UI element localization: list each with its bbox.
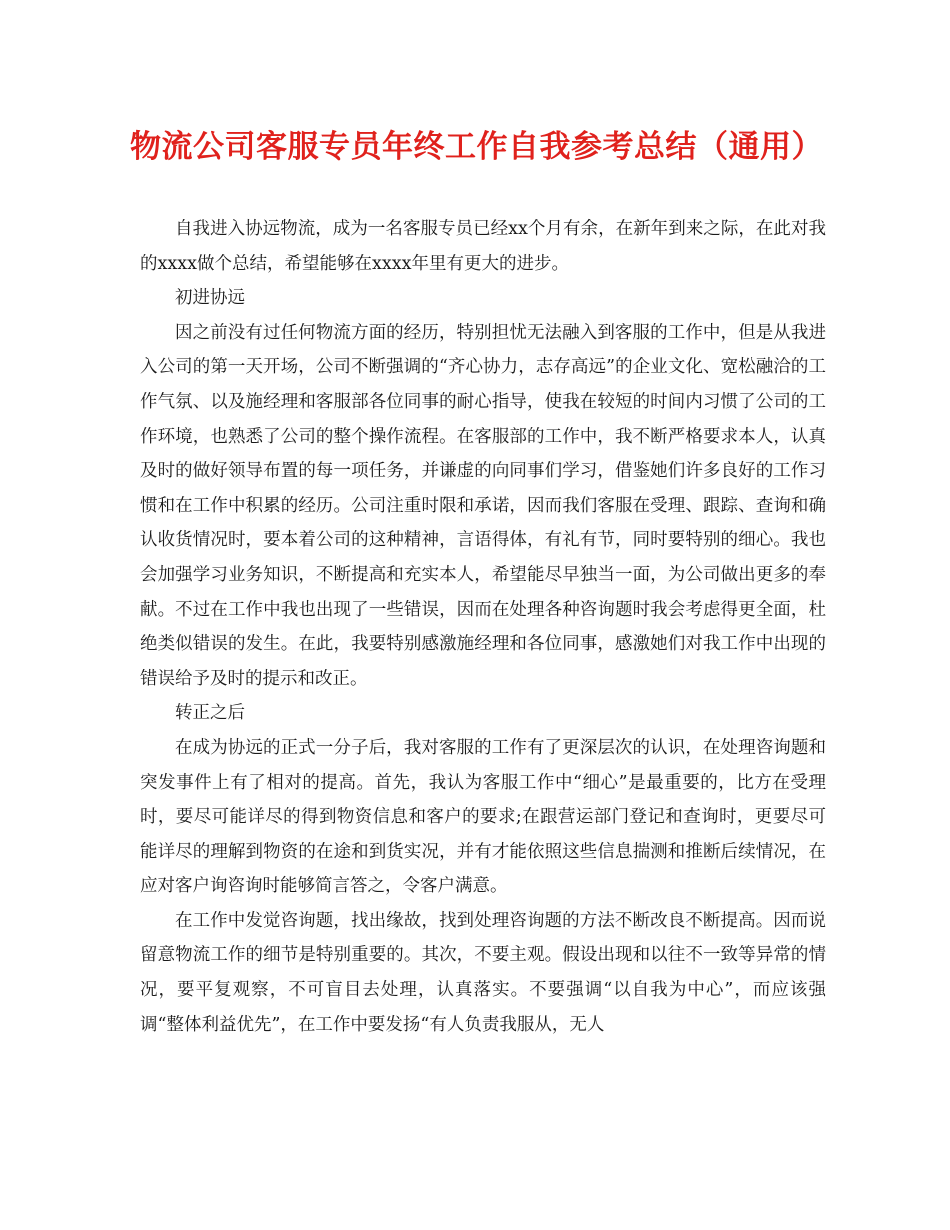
paragraph-1: 因之前没有过任何物流方面的经历，特别担忧无法融入到客服的工作中，但是从我进入公司的第一天开场，公司不断强调的“齐心协力，志存高远”的企业文化、宽松融洽的工作气氛、以及施经理和客服部各位同事的耐心指导，使我在较短的时间内习惯了公司的工作环境，也熟悉了公司的整个操作流程。在客服部的工作中，我不断严格要求本人，认真及时的做好领导布置的每一项任务，并谦虚的向同事们学习，借鉴她们许多良好的工作习惯和在工作中积累的经历。公司注重时限和承诺，因而我们客服在受理、跟踪、查询和确认收货情况时，要本着公司的这种精神，言语得体，有礼有节，同时要特别的细心。我也会加强学习业务知识，不断提高和充实本人，希望能尽早独当一面，为公司做出更多的奉献。不过在工作中我也出现了一些错误，因而在处理各种咨询题时我会考虑得更全面，杜绝类似错误的发生。在此，我要特别感激施经理和各位同事，感激她们对我工作中出现的错误给予及时的提示和改正。	[140, 322, 826, 689]
paragraph-intro: 自我进入协远物流，成为一名客服专员已经xx个月有余，在新年到来之际，在此对我的xxxx做个总结，希望能够在xxxx年里有更大的进步。	[140, 219, 826, 274]
paragraph-2: 在成为协远的正式一分子后，我对客服的工作有了更深层次的认识，在处理咨询题和突发事件上有了相对的提高。首先，我认为客服工作中“细心”是最重要的，比方在受理时，要尽可能详尽的得到物资信息和客户的要求;在跟营运部门登记和查询时，更要尽可能详尽的理解到物资的在途和到货实况，并有才能依照这些信息揣测和推断后续情况，在应对客户询咨询时能够简言答之，令客户满意。	[140, 737, 826, 897]
section-heading-2: 转正之后	[175, 703, 245, 724]
document-body	[140, 212, 826, 1042]
document-title: 物流公司客服专员年终工作自我参考总结（通用）	[130, 129, 823, 165]
paragraph-3: 在工作中发觉咨询题，找出缘故，找到处理咨询题的方法不断改良不断提高。因而说留意物流工作的细节是特别重要的。其次，不要主观。假设出现和以往不一致等异常的情况，要平复观察，不可盲目去处理，认真落实。不要强调“以自我为中心”，而应该强调“整体利益优先”，在工作中要发扬“有人负责我服从，无人	[140, 910, 826, 1035]
section-heading-1: 初进协远	[175, 288, 245, 309]
